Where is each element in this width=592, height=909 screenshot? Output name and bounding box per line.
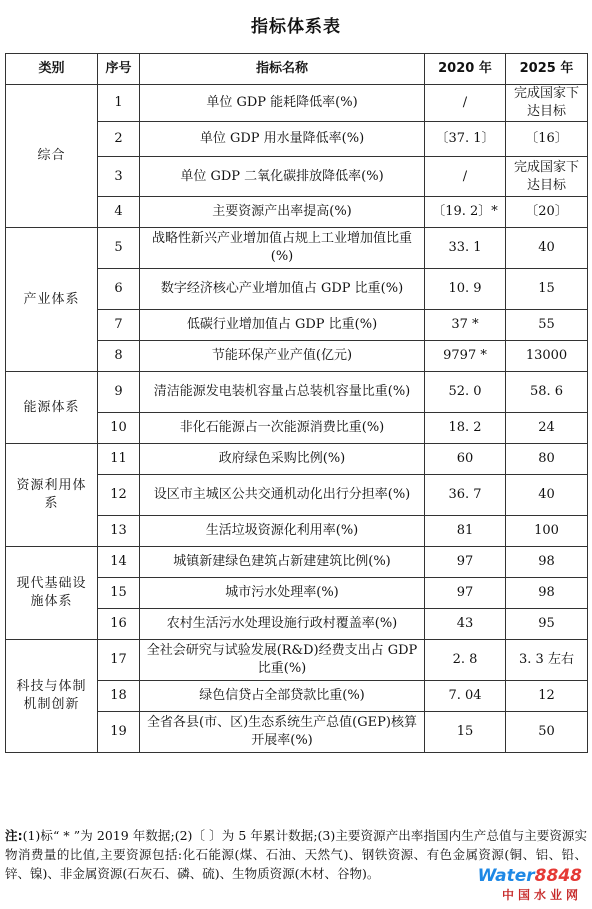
indicator-name-cell: 全省各县(市、区)生态系统生产总值(GEP)核算开展率(%): [140, 712, 425, 753]
row-number-cell: 7: [98, 310, 140, 341]
value-2020-cell: 15: [425, 712, 506, 753]
indicator-name-cell: 非化石能源占一次能源消费比重(%): [140, 413, 425, 444]
category-cell: 资源利用体系: [6, 444, 98, 547]
indicator-name-cell: 单位 GDP 能耗降低率(%): [140, 85, 425, 122]
value-2020-cell: 37 *: [425, 310, 506, 341]
value-2025-cell: 55: [506, 310, 588, 341]
row-number-cell: 13: [98, 516, 140, 547]
row-number-cell: 3: [98, 157, 140, 197]
indicator-name-cell: 生活垃圾资源化利用率(%): [140, 516, 425, 547]
header-indicator-name: 指标名称: [140, 54, 425, 85]
header-number: 序号: [98, 54, 140, 85]
value-2025-cell: 40: [506, 228, 588, 269]
value-2020-cell: /: [425, 85, 506, 122]
value-2020-cell: 2. 8: [425, 640, 506, 681]
watermark-brand-a: Water: [477, 866, 535, 886]
row-number-cell: 11: [98, 444, 140, 475]
value-2020-cell: 52. 0: [425, 372, 506, 413]
category-cell: 能源体系: [6, 372, 98, 444]
table-row: [6, 444, 588, 475]
indicator-name-cell: 清洁能源发电装机容量占总装机容量比重(%): [140, 372, 425, 413]
row-number-cell: 14: [98, 547, 140, 578]
row-number-cell: 15: [98, 578, 140, 609]
indicator-name-cell: 节能环保产业产值(亿元): [140, 341, 425, 372]
table-row: [6, 547, 588, 578]
category-cell: 产业体系: [6, 228, 98, 372]
value-2025-cell: 3. 3 左右: [506, 640, 588, 681]
value-2025-cell: 58. 6: [506, 372, 588, 413]
value-2025-cell: 完成国家下达目标: [506, 85, 588, 122]
header-category: 类别: [6, 54, 98, 85]
row-number-cell: 1: [98, 85, 140, 122]
indicator-name-cell: 全社会研究与试验发展(R&D)经费支出占 GDP 比重(%): [140, 640, 425, 681]
row-number-cell: 16: [98, 609, 140, 640]
value-2020-cell: 〔19. 2〕*: [425, 197, 506, 228]
table-row: [6, 372, 588, 413]
indicator-name-cell: 绿色信贷占全部贷款比重(%): [140, 681, 425, 712]
indicator-name-cell: 低碳行业增加值占 GDP 比重(%): [140, 310, 425, 341]
value-2025-cell: 50: [506, 712, 588, 753]
value-2020-cell: 43: [425, 609, 506, 640]
value-2025-cell: 完成国家下达目标: [506, 157, 588, 197]
row-number-cell: 5: [98, 228, 140, 269]
indicator-name-cell: 政府绿色采购比例(%): [140, 444, 425, 475]
indicator-name-cell: 城市污水处理率(%): [140, 578, 425, 609]
indicator-name-cell: 主要资源产出率提高(%): [140, 197, 425, 228]
value-2025-cell: 98: [506, 547, 588, 578]
row-number-cell: 18: [98, 681, 140, 712]
header-2020: 2020 年: [425, 54, 506, 85]
row-number-cell: 4: [98, 197, 140, 228]
value-2025-cell: 15: [506, 269, 588, 310]
value-2025-cell: 40: [506, 475, 588, 516]
table-row: [6, 640, 588, 681]
value-2025-cell: 〔20〕: [506, 197, 588, 228]
row-number-cell: 9: [98, 372, 140, 413]
value-2020-cell: 33. 1: [425, 228, 506, 269]
value-2025-cell: 98: [506, 578, 588, 609]
row-number-cell: 6: [98, 269, 140, 310]
table-body: [6, 85, 588, 753]
indicator-name-cell: 单位 GDP 二氧化碳排放降低率(%): [140, 157, 425, 197]
value-2025-cell: 13000: [506, 341, 588, 372]
indicator-name-cell: 设区市主城区公共交通机动化出行分担率(%): [140, 475, 425, 516]
indicator-name-cell: 数字经济核心产业增加值占 GDP 比重(%): [140, 269, 425, 310]
watermark-brand-b: 8848: [534, 866, 582, 886]
indicator-name-cell: 单位 GDP 用水量降低率(%): [140, 122, 425, 157]
value-2020-cell: 9797 *: [425, 341, 506, 372]
value-2020-cell: 10. 9: [425, 269, 506, 310]
header-2025: 2025 年: [506, 54, 588, 85]
footnote-text: (1)标“ * ”为 2019 年数据;(2)〔 〕为 5 年累计数据;(3)主要资源产出率指国内生产总值与主要资源实物消费量的比值,主要资源包括:化石能源(煤、石油、天然气)、钢铁资源、有色金属资源(铜、铝、铅、锌、镍)、非金属资源(石灰石、磷、硫)、生物质资源(木材、谷物)。: [5, 828, 588, 881]
watermark-brand-cn: 中国水业网: [501, 888, 582, 902]
table-row: [6, 228, 588, 269]
value-2020-cell: 60: [425, 444, 506, 475]
value-2020-cell: 97: [425, 547, 506, 578]
value-2025-cell: 24: [506, 413, 588, 444]
indicator-name-cell: 农村生活污水处理设施行政村覆盖率(%): [140, 609, 425, 640]
table-row: [6, 85, 588, 122]
value-2020-cell: 〔37. 1〕: [425, 122, 506, 157]
value-2020-cell: 97: [425, 578, 506, 609]
value-2020-cell: 7. 04: [425, 681, 506, 712]
row-number-cell: 10: [98, 413, 140, 444]
watermark-logo: [478, 866, 582, 903]
value-2025-cell: 100: [506, 516, 588, 547]
value-2025-cell: 95: [506, 609, 588, 640]
category-cell: 综合: [6, 85, 98, 228]
indicator-name-cell: 战略性新兴产业增加值占规上工业增加值比重(%): [140, 228, 425, 269]
table-header-row: [6, 54, 588, 85]
category-cell: 现代基础设施体系: [6, 547, 98, 640]
row-number-cell: 17: [98, 640, 140, 681]
indicator-table: [5, 53, 588, 753]
value-2020-cell: 18. 2: [425, 413, 506, 444]
value-2025-cell: 〔16〕: [506, 122, 588, 157]
value-2020-cell: 36. 7: [425, 475, 506, 516]
footnote-label: 注:: [5, 828, 23, 843]
value-2020-cell: /: [425, 157, 506, 197]
value-2020-cell: 81: [425, 516, 506, 547]
row-number-cell: 19: [98, 712, 140, 753]
row-number-cell: 12: [98, 475, 140, 516]
row-number-cell: 2: [98, 122, 140, 157]
value-2025-cell: 80: [506, 444, 588, 475]
value-2025-cell: 12: [506, 681, 588, 712]
row-number-cell: 8: [98, 341, 140, 372]
indicator-name-cell: 城镇新建绿色建筑占新建建筑比例(%): [140, 547, 425, 578]
page-title: 指标体系表: [251, 17, 341, 37]
category-cell: 科技与体制机制创新: [6, 640, 98, 753]
